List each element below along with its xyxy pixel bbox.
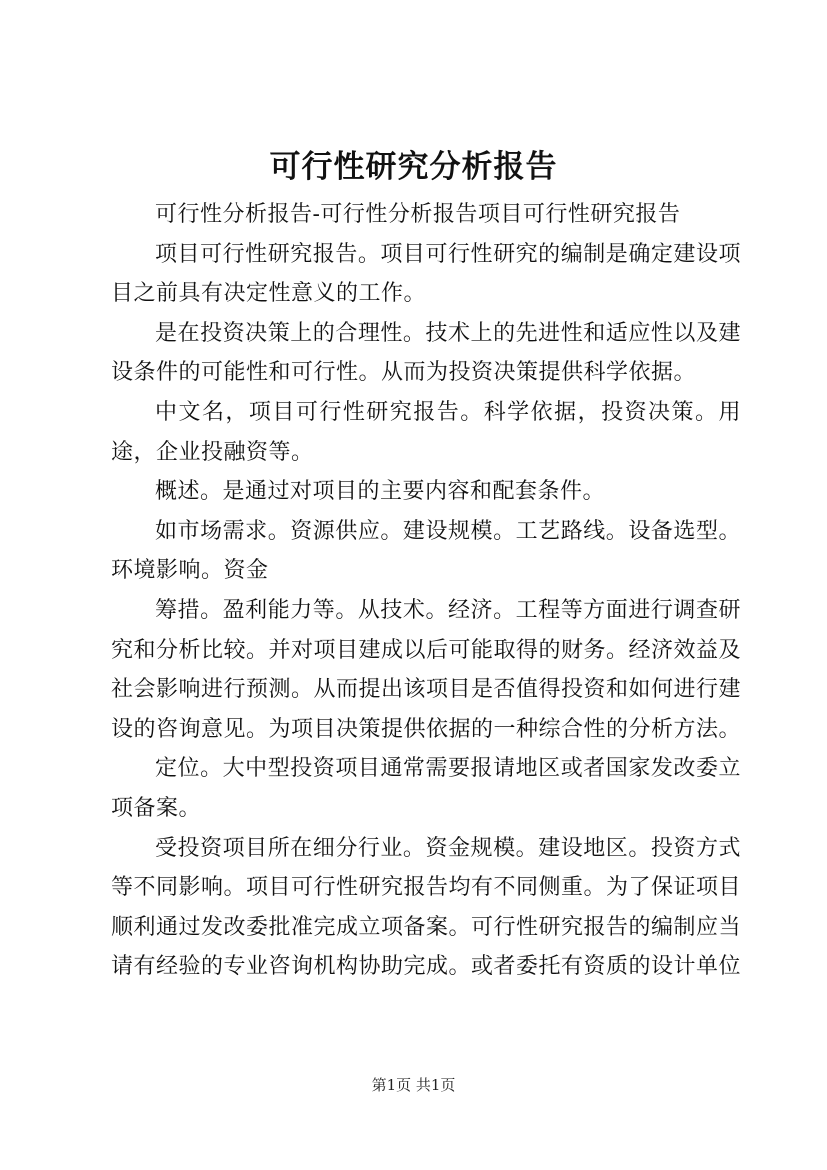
paragraph: 筹措。盈利能力等。从技术。经济。工程等方面进行调查研究和分析比较。并对项目建成以后可能取得的财务。经济效益及社会影响进行预测。从而提出该项目是否值得投资和如何进行建设的咨询意见。为项目决策提供依据的一种综合性的分析方法。	[111, 597, 742, 742]
paragraph: 可行性分析报告-可行性分析报告项目可行性研究报告	[155, 202, 681, 227]
document-body	[111, 195, 741, 987]
paragraph: 是在投资决策上的合理性。技术上的先进性和适应性以及建设条件的可能性和可行性。从而为投资决策提供科学依据。	[111, 320, 741, 386]
paragraph: 中文名，项目可行性研究报告。科学依据，投资决策。用途，企业投融资等。	[111, 399, 741, 465]
paragraph: 受投资项目所在细分行业。资金规模。建设地区。投资方式等不同影响。项目可行性研究报告均有不同侧重。为了保证项目顺利通过发改委批准完成立项备案。可行性研究报告的编制应当请有经验的专业咨询机构协助完成。或者委托有资质的设计单位	[111, 835, 742, 980]
document-title: 可行性研究分析报告	[269, 149, 558, 185]
page-footer: 第1页 共1页	[371, 1076, 456, 1094]
paragraph: 如市场需求。资源供应。建设规模。工艺路线。设备选型。环境影响。资金	[111, 518, 741, 584]
paragraph: 项目可行性研究报告。项目可行性研究的编制是确定建设项目之前具有决定性意义的工作。	[111, 241, 741, 307]
paragraph: 概述。是通过对项目的主要内容和配套条件。	[155, 479, 606, 505]
paragraph: 定位。大中型投资项目通常需要报请地区或者国家发改委立项备案。	[111, 756, 741, 821]
